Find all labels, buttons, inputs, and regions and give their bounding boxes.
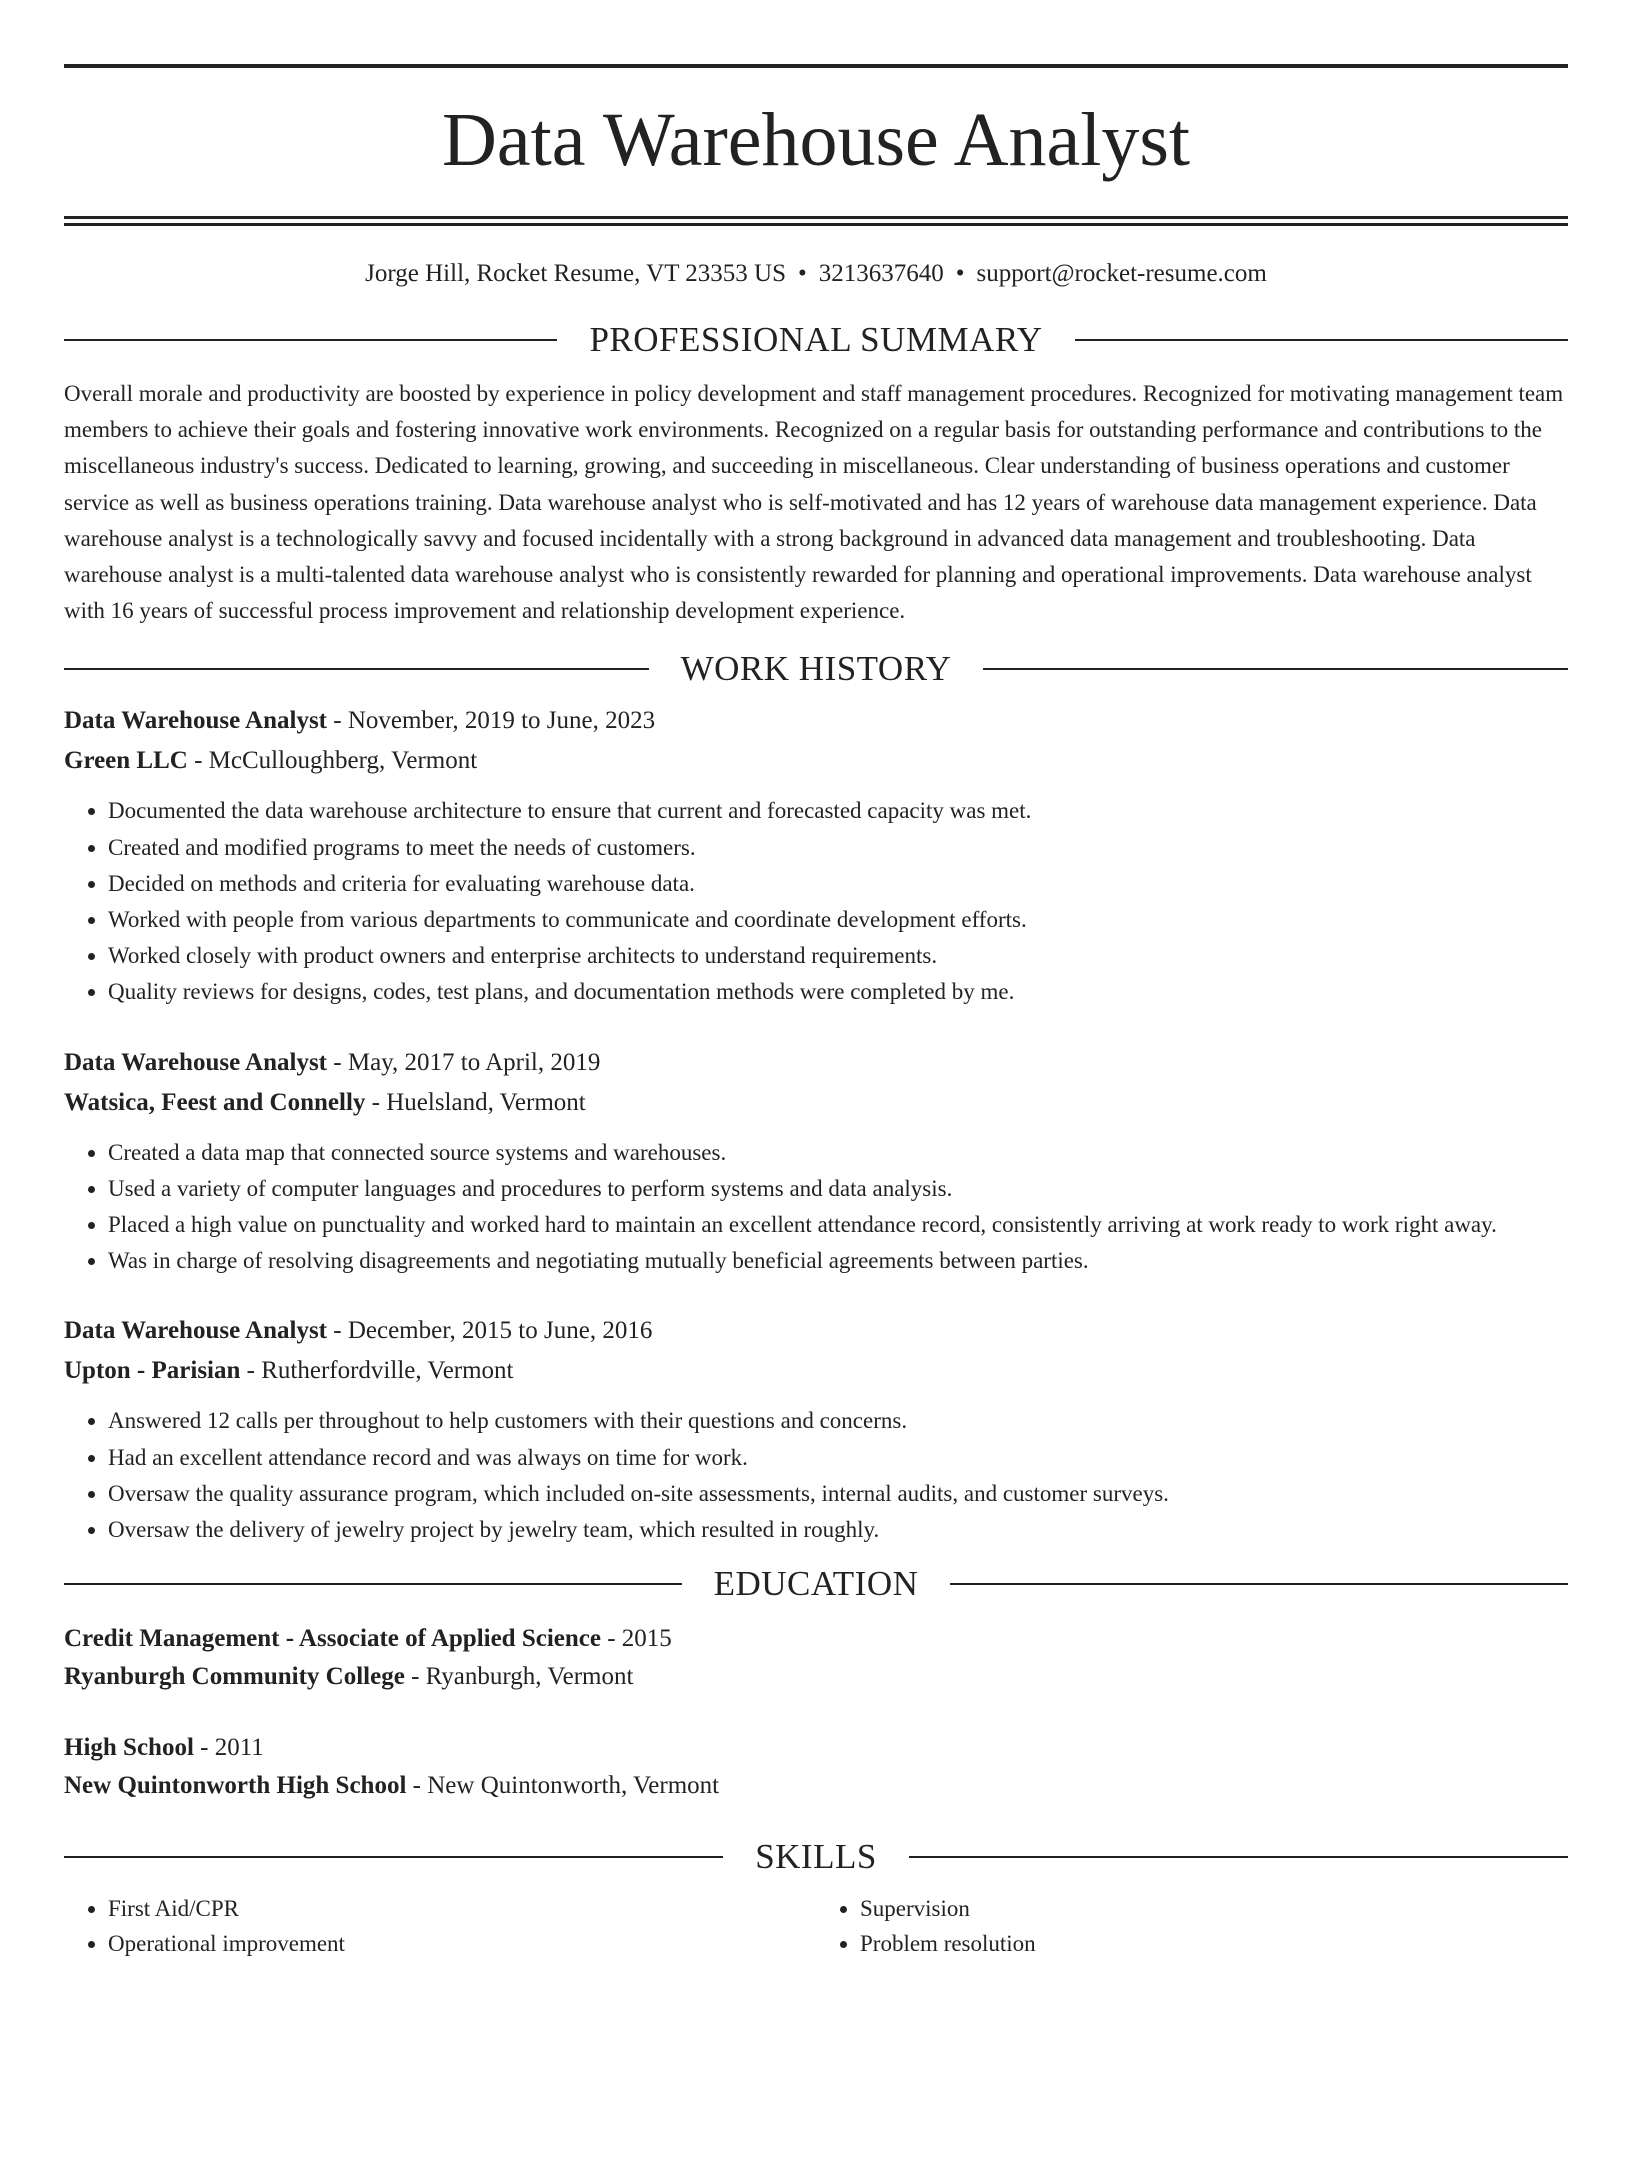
contact-separator: •: [955, 260, 965, 287]
job-bullet: • Was in charge of resolving disagreements and negotiating mutually beneficial agreements between parties.: [108, 1243, 1568, 1279]
education-entry: [64, 1729, 1568, 1805]
job-bullet: • Documented the data warehouse architecture to ensure that current and forecasted capacity was met.: [108, 793, 1568, 829]
job-dates: - December, 2015 to June, 2016: [327, 1317, 653, 1345]
skills-list-left: [64, 1891, 816, 1961]
education-school: New Quintonworth High School: [64, 1772, 407, 1800]
section-rule-left: [64, 339, 557, 341]
job-bullets: [64, 1135, 1568, 1280]
job-role: Data Warehouse Analyst: [64, 1317, 328, 1345]
education-year: - 2011: [193, 1734, 264, 1762]
job-company: Upton - Parisian: [64, 1357, 241, 1385]
education-location: - New Quintonworth, Vermont: [406, 1772, 720, 1800]
job-bullet: • Had an excellent attendance record and was always on time for work.: [108, 1440, 1568, 1476]
job-entry: [64, 1043, 1568, 1280]
job-company-line: [64, 1351, 1568, 1391]
top-rule: [64, 64, 1568, 68]
resume-page: [0, 64, 1632, 2176]
skills-columns: [64, 1891, 1568, 1961]
job-dates: - May, 2017 to April, 2019: [327, 1048, 601, 1076]
education-degree-line: [64, 1729, 1568, 1767]
job-company-line: [64, 741, 1568, 781]
section-heading-summary: [64, 318, 1568, 362]
section-rule-left: [64, 1856, 723, 1858]
job-bullet: • Oversaw the quality assurance program, which included on-site assessments, internal audits, and customer surveys.: [108, 1476, 1568, 1512]
skill-item: • Operational improvement: [108, 1926, 816, 1961]
double-rule: [64, 216, 1568, 226]
section-title: EDUCATION: [713, 1564, 919, 1604]
contact-email: support@rocket-resume.com: [976, 260, 1267, 287]
education-degree: Credit Management - Associate of Applied Science: [64, 1625, 601, 1653]
job-entry: [64, 701, 1568, 1010]
section-heading-education: [64, 1562, 1568, 1606]
skill-item: • First Aid/CPR: [108, 1891, 816, 1926]
job-bullet: • Decided on methods and criteria for evaluating warehouse data.: [108, 866, 1568, 902]
section-rule-right: [950, 1583, 1568, 1585]
job-role: Data Warehouse Analyst: [64, 707, 328, 735]
education-school-line: [64, 1658, 1568, 1696]
contact-address: Jorge Hill, Rocket Resume, VT 23353 US: [365, 260, 786, 287]
job-bullet: • Placed a high value on punctuality and worked hard to maintain an excellent attendance record, consistently arriving at work ready to work right away.: [108, 1207, 1568, 1243]
section-rule-left: [64, 1583, 682, 1585]
job-location: - Rutherfordville, Vermont: [240, 1357, 514, 1385]
job-title-line: [64, 1043, 1568, 1083]
education-degree: High School: [64, 1734, 194, 1762]
contact-line: [64, 258, 1568, 290]
section-heading-work-history: [64, 647, 1568, 691]
section-rule-right: [1075, 339, 1568, 341]
skill-item: • Problem resolution: [860, 1926, 1568, 1961]
section-title: WORK HISTORY: [680, 649, 952, 689]
job-location: - McCulloughberg, Vermont: [187, 747, 478, 775]
job-company: Green LLC: [64, 747, 188, 775]
contact-separator: •: [798, 260, 807, 287]
job-bullet: • Created and modified programs to meet the needs of customers.: [108, 830, 1568, 866]
education-school: Ryanburgh Community College: [64, 1663, 405, 1691]
job-company: Watsica, Feest and Connelly: [64, 1088, 366, 1116]
section-rule-right: [983, 668, 1568, 670]
section-heading-skills: [64, 1835, 1568, 1879]
job-bullet: • Used a variety of computer languages and procedures to perform systems and data analysis.: [108, 1171, 1568, 1207]
section-title: SKILLS: [755, 1837, 877, 1877]
education-year: - 2015: [600, 1625, 672, 1653]
job-dates: - November, 2019 to June, 2023: [327, 707, 656, 735]
job-title-line: [64, 701, 1568, 741]
education-entry: [64, 1620, 1568, 1696]
job-bullets: [64, 1403, 1568, 1548]
skills-list-right: [816, 1891, 1568, 1961]
section-rule-left: [64, 668, 649, 670]
job-title-line: [64, 1311, 1568, 1351]
job-bullets: [64, 793, 1568, 1010]
job-bullet: • Worked closely with product owners and enterprise architects to understand requirements.: [108, 938, 1568, 974]
job-role: Data Warehouse Analyst: [64, 1048, 328, 1076]
skill-item: • Supervision: [860, 1891, 1568, 1926]
section-rule-right: [909, 1856, 1568, 1858]
job-bullet: • Quality reviews for designs, codes, test plans, and documentation methods were completed by me.: [108, 974, 1568, 1010]
education-school-line: [64, 1767, 1568, 1805]
contact-phone: 3213637640: [818, 260, 944, 287]
resume-title: Data Warehouse Analyst: [441, 98, 1191, 182]
job-location: - Huelsland, Vermont: [365, 1088, 586, 1116]
job-bullet: • Worked with people from various departments to communicate and coordinate development efforts.: [108, 902, 1568, 938]
job-bullet: • Oversaw the delivery of jewelry project by jewelry team, which resulted in roughly.: [108, 1512, 1568, 1548]
summary-text: Overall morale and productivity are boosted by experience in policy development and staff management procedures. Recognized for motivating management team members to achieve their goals and fostering innovative work environments. Recognized on a regular basis for outstanding performance and contributions to the miscellaneous industry's success. Dedicated to learning, growing, and succeeding in miscellaneous. Clear understanding of business operations and customer service as well as business operations training. Data warehouse analyst who is self-motivated and has 12 years of warehouse data management experience. Data warehouse analyst is a technologically savvy and focused incidentally with a strong background in advanced data management and troubleshooting. Data warehouse analyst is a multi-talented data warehouse analyst who is consistently rewarded for planning and operational improvements. Data warehouse analyst with 16 years of successful process improvement and relationship development experience.: [64, 381, 1564, 624]
job-bullet: • Answered 12 calls per throughout to help customers with their questions and concerns.: [108, 1403, 1568, 1439]
education-location: - Ryanburgh, Vermont: [404, 1663, 634, 1691]
education-degree-line: [64, 1620, 1568, 1658]
job-entry: [64, 1311, 1568, 1548]
section-title: PROFESSIONAL SUMMARY: [589, 320, 1043, 359]
job-bullet: • Created a data map that connected source systems and warehouses.: [108, 1135, 1568, 1171]
job-company-line: [64, 1083, 1568, 1123]
